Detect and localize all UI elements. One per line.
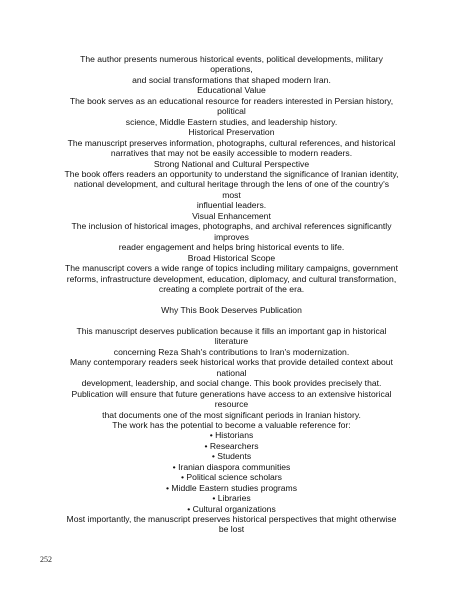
text-line: • Political science scholars [181,472,282,483]
text-line: literature [214,336,249,347]
text-line: • Historians [209,430,254,441]
text-line: Why This Book Deserves Publication [161,304,302,315]
section-publication-argument [32,326,431,535]
text-line: national development, and cultural heritage through the lens of one of the country's [73,179,390,190]
text-line: Broad Historical Scope [187,252,276,263]
text-line: reader engagement and helps bring historical events to life. [118,242,345,253]
text-line: science, Middle Eastern studies, and leadership history. [125,116,338,127]
text-line: The manuscript covers a wide range of topics including military campaigns, government [65,263,398,274]
text-line: The book offers readers an opportunity to understand the significance of Iranian identity, [64,168,399,179]
text-line: development, leadership, and social change. This book provides precisely that. [81,378,382,389]
text-line: operations, [210,64,253,75]
text-line: be lost [218,524,245,535]
text-line: and social transformations that shaped modern Iran. [132,74,331,85]
section-benefits [32,54,431,294]
paragraph-gap [32,315,431,326]
text-line: Publication will ensure that future generations have access to an extensive historical [71,388,392,399]
text-line: The manuscript preserves information, photographs, cultural references, and historical [67,137,396,148]
text-line: • Middle Eastern studies programs [165,482,298,493]
text-line: Strong National and Cultural Perspective [153,158,310,169]
text-line: that documents one of the most significant periods in Iranian history. [102,409,361,420]
text-line: political [217,106,246,117]
text-line: • Students [211,451,252,462]
text-line: narratives that may not be easily accessible to modern readers. [110,148,353,159]
text-line: Visual Enhancement [192,210,271,221]
text-line: improves [214,231,249,242]
text-line: reforms, infrastructure development, education, diplomacy, and cultural transformation, [66,273,397,284]
text-line: concerning Reza Shah's contributions to Iran's modernization. [113,346,350,357]
text-line: Most importantly, the manuscript preserves historical perspectives that might otherwise [66,514,397,525]
text-line: The work has the potential to become a valuable reference for: [112,419,351,430]
text-line: creating a complete portrait of the era. [158,283,305,294]
paragraph-gap [32,294,431,305]
text-line: resource [214,399,249,410]
text-line: • Libraries [212,493,251,504]
page-body [32,54,431,535]
text-line: Historical Preservation [188,127,275,138]
text-line: Educational Value [197,85,266,96]
text-line: The inclusion of historical images, photographs, and archival references significantly [71,221,392,232]
text-line: influential leaders. [196,200,267,211]
text-line: The author presents numerous historical events, political developments, military [80,54,383,64]
page-number: 252 [40,555,52,564]
text-line: • Iranian diaspora communities [172,461,291,472]
text-line: • Cultural organizations [187,503,276,514]
text-line: This manuscript deserves publication because it fills an important gap in historical [76,325,387,336]
section-heading-publication [32,305,431,315]
text-line: • Researchers [204,440,259,451]
text-line: Many contemporary readers seek historical works that provide detailed context about [70,357,393,368]
text-line: national [216,367,247,378]
text-line: most [222,189,241,200]
text-line: The book serves as an educational resource for readers interested in Persian history, [69,95,394,106]
